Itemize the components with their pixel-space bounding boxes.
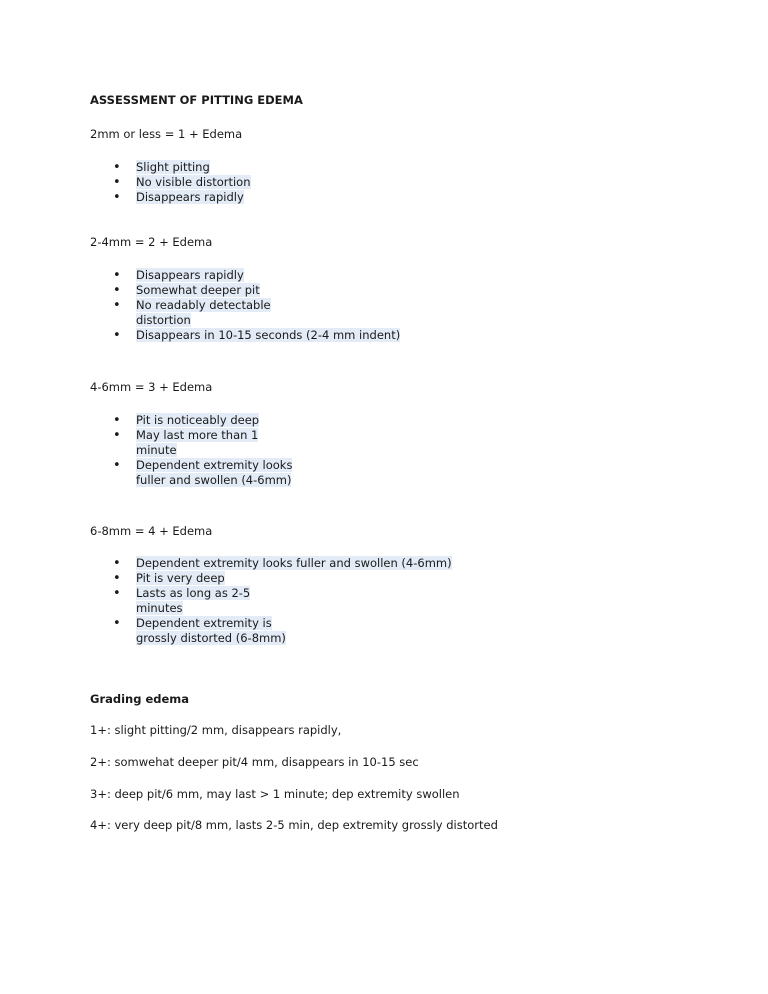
bullet-icon: • [113,283,121,298]
bullet-icon: • [113,556,121,571]
grading-line-4: 4+: very deep pit/8 mm, lasts 2-5 min, dep extremity grossly distorted [90,818,498,832]
bullet-icon: • [113,413,121,428]
section-heading-2: 2-4mm = 2 + Edema [90,235,213,249]
bullet-icon: • [113,428,121,443]
list-item-text: May last more than 1 minute [136,428,259,457]
bullet-icon: • [113,458,121,473]
list-item-text: Slight pitting [136,160,210,174]
document-title: ASSESSMENT OF PITTING EDEMA [90,93,303,107]
grading-line-2: 2+: somwehat deeper pit/4 mm, disappears in 10-15 sec [90,755,419,769]
list-item [90,283,400,298]
bullet-list-3 [90,413,292,488]
list-item-text: Pit is very deep [136,571,225,585]
list-item-text: No visible distortion [136,175,251,189]
bullet-list-4 [90,556,452,646]
list-item-text: Disappears in 10-15 seconds (2-4 mm indent) [136,328,401,342]
list-item-text: Pit is noticeably deep [136,413,260,427]
list-item [90,428,292,458]
grading-title: Grading edema [90,692,190,706]
bullet-icon: • [113,571,121,586]
list-item [90,586,452,616]
bullet-icon: • [113,298,121,313]
bullet-icon: • [113,616,121,631]
list-item [90,160,251,175]
list-item [90,175,251,190]
bullet-icon: • [113,328,121,343]
section-heading-1: 2mm or less = 1 + Edema [90,127,243,141]
list-item [90,556,452,571]
list-item-text: Somewhat deeper pit [136,283,260,297]
list-item [90,268,400,283]
bullet-icon: • [113,268,121,283]
list-item [90,616,452,646]
list-item [90,458,292,488]
list-item [90,413,292,428]
list-item-text: Lasts as long as 2-5 minutes [136,586,251,615]
list-item-text: No readably detectable distortion [136,298,271,327]
grading-line-3: 3+: deep pit/6 mm, may last > 1 minute; dep extremity swollen [90,787,460,801]
list-item-text: Dependent extremity looks fuller and swollen (4-6mm) [136,556,452,570]
list-item [90,571,452,586]
list-item-text: Dependent extremity looks fuller and swollen (4-6mm) [136,458,293,487]
list-item [90,190,251,205]
list-item-text: Disappears rapidly [136,268,244,282]
bullet-list-1 [90,160,251,205]
bullet-icon: • [113,190,121,205]
list-item-text: Disappears rapidly [136,190,244,204]
section-heading-3: 4-6mm = 3 + Edema [90,380,213,394]
bullet-icon: • [113,160,121,175]
list-item [90,298,400,328]
bullet-list-2 [90,268,400,343]
grading-line-1: 1+: slight pitting/2 mm, disappears rapidly, [90,723,342,737]
section-heading-4: 6-8mm = 4 + Edema [90,524,213,538]
list-item-text: Dependent extremity is grossly distorted (6-8mm) [136,616,286,645]
bullet-icon: • [113,586,121,601]
list-item [90,328,400,343]
bullet-icon: • [113,175,121,190]
